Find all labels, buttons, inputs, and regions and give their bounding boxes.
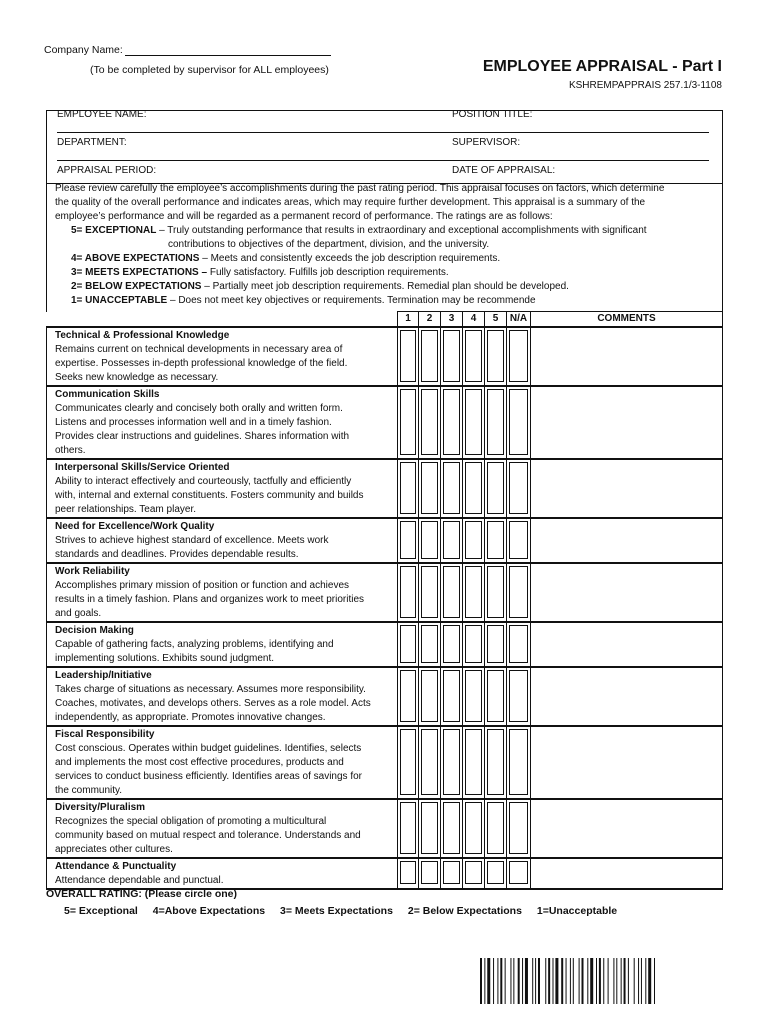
rating-checkbox-cell[interactable] bbox=[463, 563, 485, 622]
barcode-bar bbox=[654, 958, 655, 1004]
rating-checkbox-cell[interactable] bbox=[507, 459, 531, 518]
barcode-bar bbox=[566, 958, 567, 1004]
overall-rating-options bbox=[64, 905, 629, 917]
rating-checkbox[interactable] bbox=[509, 729, 528, 795]
barcode-bar bbox=[621, 958, 622, 1004]
overall-option-4[interactable]: 4=Above Expectations bbox=[152, 905, 266, 917]
rating-checkbox[interactable] bbox=[487, 729, 504, 795]
criteria-description-line: Seeks new knowledge as necessary. bbox=[55, 372, 219, 383]
barcode-bar bbox=[548, 958, 550, 1004]
criteria-cell bbox=[47, 459, 398, 518]
rating-checkbox-cell[interactable] bbox=[398, 518, 419, 563]
rating-checkbox-cell[interactable] bbox=[441, 518, 463, 563]
barcode-bar bbox=[513, 958, 514, 1004]
criteria-description-line: Recognizes the special obligation of promoting a multicultural bbox=[55, 816, 327, 827]
rating-checkbox[interactable] bbox=[509, 861, 528, 884]
rating-checkbox-cell[interactable] bbox=[463, 459, 485, 518]
criteria-title: Attendance & Punctuality bbox=[55, 861, 177, 872]
header-rating-1: 1 bbox=[398, 312, 419, 328]
rating-checkbox-cell[interactable] bbox=[398, 386, 419, 459]
criteria-title: Decision Making bbox=[55, 625, 134, 636]
rating-checkbox-cell[interactable] bbox=[419, 518, 441, 563]
rating-checkbox-cell[interactable] bbox=[463, 327, 485, 386]
criteria-description-line: and implements the most cost effective procedures, products and bbox=[55, 757, 344, 768]
rating-checkbox-cell[interactable] bbox=[485, 858, 507, 889]
criteria-cell bbox=[47, 726, 398, 799]
rating-checkbox[interactable] bbox=[487, 670, 504, 722]
criteria-title: Communication Skills bbox=[55, 389, 160, 400]
barcode-bar bbox=[493, 958, 494, 1004]
overall-option-1[interactable]: 1=Unacceptable bbox=[536, 905, 618, 917]
rating-checkbox-cell[interactable] bbox=[485, 799, 507, 858]
rating-checkbox[interactable] bbox=[421, 625, 438, 663]
rating-checkbox[interactable] bbox=[400, 625, 416, 663]
barcode-image bbox=[480, 958, 722, 1004]
rating-checkbox[interactable] bbox=[509, 625, 528, 663]
criteria-description-line: the community. bbox=[55, 785, 123, 796]
rating-checkbox[interactable] bbox=[465, 802, 482, 854]
barcode-bar bbox=[582, 958, 584, 1004]
comments-cell[interactable] bbox=[531, 327, 723, 386]
comments-cell[interactable] bbox=[531, 563, 723, 622]
barcode-bar bbox=[535, 958, 536, 1004]
position-title-field[interactable]: POSITION TITLE: bbox=[452, 109, 533, 120]
header-rating-5: 5 bbox=[485, 312, 507, 328]
rating-checkbox[interactable] bbox=[487, 521, 504, 559]
overall-option-3[interactable]: 3= Meets Expectations bbox=[280, 905, 393, 917]
criteria-cell bbox=[47, 518, 398, 563]
rating-checkbox[interactable] bbox=[400, 802, 416, 854]
rating-checkbox[interactable] bbox=[465, 330, 482, 382]
rating-checkbox[interactable] bbox=[443, 670, 460, 722]
rating-checkbox-cell[interactable] bbox=[419, 622, 441, 667]
rating-checkbox-cell[interactable] bbox=[441, 327, 463, 386]
comments-cell[interactable] bbox=[531, 726, 723, 799]
criteria-description-line: results in a timely fashion. Plans and organizes work to meet priorities bbox=[55, 594, 365, 605]
instructions-line: Please review carefully the employee’s accomplishments during the past rating period. This appraisal focuses on factors, which determine bbox=[55, 183, 665, 194]
appraisal-period-field[interactable]: APPRAISAL PERIOD: bbox=[57, 165, 157, 176]
barcode-bar bbox=[480, 958, 482, 1004]
barcode-bar bbox=[638, 958, 639, 1004]
rating-checkbox-cell[interactable] bbox=[398, 858, 419, 889]
criteria-description-line: Accomplishes primary mission of position or function and achieves bbox=[55, 580, 350, 591]
barcode-bar bbox=[587, 958, 588, 1004]
table-row bbox=[47, 667, 723, 726]
rating-checkbox-cell[interactable] bbox=[419, 799, 441, 858]
supervisor-field[interactable]: SUPERVISOR: bbox=[452, 137, 521, 148]
barcode-bar bbox=[570, 958, 571, 1004]
barcode-bar bbox=[573, 958, 574, 1004]
company-name-line[interactable] bbox=[125, 45, 331, 56]
rating-checkbox-cell[interactable] bbox=[441, 459, 463, 518]
rating-checkbox-cell[interactable] bbox=[441, 726, 463, 799]
rating-checkbox[interactable] bbox=[487, 625, 504, 663]
table-row bbox=[47, 726, 723, 799]
completion-note: (To be completed by supervisor for ALL employees) bbox=[90, 64, 329, 76]
barcode-bar bbox=[487, 958, 490, 1004]
table-header-row bbox=[47, 312, 723, 328]
rating-checkbox[interactable] bbox=[421, 861, 438, 884]
rating-checkbox-cell[interactable] bbox=[507, 726, 531, 799]
header-rating-4: 4 bbox=[463, 312, 485, 328]
barcode-bar bbox=[538, 958, 540, 1004]
barcode-bar bbox=[599, 958, 601, 1004]
criteria-cell bbox=[47, 327, 398, 386]
rating-checkbox[interactable] bbox=[443, 330, 460, 382]
comments-cell[interactable] bbox=[531, 858, 723, 889]
criteria-cell bbox=[47, 858, 398, 889]
criteria-description-line: peer relationships. Team player. bbox=[55, 504, 197, 515]
barcode-bar bbox=[590, 958, 593, 1004]
rating-checkbox[interactable] bbox=[487, 861, 504, 884]
rating-checkbox[interactable] bbox=[443, 625, 460, 663]
table-row bbox=[47, 622, 723, 667]
rating-checkbox[interactable] bbox=[465, 670, 482, 722]
criteria-description-line: Takes charge of situations as necessary. Assumes more responsibility. bbox=[55, 684, 366, 695]
criteria-description-line: Attendance dependable and punctual. bbox=[55, 875, 224, 886]
company-name-field[interactable] bbox=[44, 44, 331, 56]
criteria-title: Technical & Professional Knowledge bbox=[55, 330, 230, 341]
rating-checkbox-cell[interactable] bbox=[485, 459, 507, 518]
rating-definition-3: 3= MEETS EXPECTATIONS – Fully satisfactory. Fulfills job description requirements. bbox=[71, 267, 449, 278]
rating-checkbox-cell[interactable] bbox=[485, 667, 507, 726]
header-blank bbox=[47, 312, 398, 328]
rating-checkbox[interactable] bbox=[443, 861, 460, 884]
rating-checkbox[interactable] bbox=[443, 462, 460, 514]
criteria-title: Fiscal Responsibility bbox=[55, 729, 155, 740]
rating-checkbox[interactable] bbox=[400, 861, 416, 884]
barcode-bar bbox=[608, 958, 609, 1004]
criteria-title: Diversity/Pluralism bbox=[55, 802, 146, 813]
department-field[interactable]: DEPARTMENT: bbox=[57, 137, 127, 148]
rating-checkbox-cell[interactable] bbox=[398, 459, 419, 518]
barcode-bar bbox=[624, 958, 626, 1004]
rating-checkbox-cell[interactable] bbox=[419, 386, 441, 459]
rating-checkbox-cell[interactable] bbox=[463, 518, 485, 563]
barcode-bar bbox=[553, 958, 554, 1004]
rating-checkbox[interactable] bbox=[400, 729, 416, 795]
barcode-bar bbox=[561, 958, 563, 1004]
criteria-description-line: Remains current on technical developments in necessary area of bbox=[55, 344, 343, 355]
header-rating-na: N/A bbox=[507, 312, 531, 328]
rating-checkbox-cell[interactable] bbox=[485, 518, 507, 563]
barcode-bar bbox=[484, 958, 485, 1004]
overall-option-5[interactable]: 5= Exceptional bbox=[64, 905, 138, 917]
rating-checkbox[interactable] bbox=[400, 389, 416, 455]
rating-checkbox-cell[interactable] bbox=[419, 858, 441, 889]
rating-definition-2: 2= BELOW EXPECTATIONS – Partially meet job description requirements. Remedial plan should be developed. bbox=[71, 281, 569, 292]
rating-checkbox-cell[interactable] bbox=[507, 667, 531, 726]
barcode-bar bbox=[518, 958, 520, 1004]
rating-checkbox[interactable] bbox=[487, 566, 504, 618]
rating-checkbox-cell[interactable] bbox=[507, 799, 531, 858]
rating-checkbox[interactable] bbox=[400, 670, 416, 722]
employee-name-field[interactable]: EMPLOYEE NAME: bbox=[57, 109, 147, 120]
barcode-bar bbox=[628, 958, 629, 1004]
rating-checkbox-cell[interactable] bbox=[398, 799, 419, 858]
criteria-description-line: others. bbox=[55, 445, 86, 456]
criteria-description-line: Cost conscious. Operates within budget guidelines. Identifies, selects bbox=[55, 743, 362, 754]
criteria-description-line: standards and deadlines. Provides dependable results. bbox=[55, 549, 299, 560]
rating-checkbox[interactable] bbox=[421, 462, 438, 514]
table-row bbox=[47, 563, 723, 622]
rating-checkbox-cell[interactable] bbox=[441, 622, 463, 667]
criteria-description-line: independently, as appropriate. Promotes innovative changes. bbox=[55, 712, 326, 723]
barcode-bar bbox=[545, 958, 546, 1004]
barcode-bar bbox=[497, 958, 498, 1004]
rating-checkbox[interactable] bbox=[465, 389, 482, 455]
rating-checkbox-cell[interactable] bbox=[441, 563, 463, 622]
overall-option-2[interactable]: 2= Below Expectations bbox=[407, 905, 522, 917]
rating-checkbox-cell[interactable] bbox=[441, 386, 463, 459]
criteria-description-line: implementing solutions. Exhibits sound judgment. bbox=[55, 653, 275, 664]
rating-checkbox[interactable] bbox=[421, 729, 438, 795]
rating-checkbox[interactable] bbox=[421, 670, 438, 722]
barcode-bar bbox=[641, 958, 642, 1004]
rating-checkbox[interactable] bbox=[509, 566, 528, 618]
rating-checkbox-cell[interactable] bbox=[419, 563, 441, 622]
rating-checkbox-cell[interactable] bbox=[485, 622, 507, 667]
rating-checkbox[interactable] bbox=[443, 729, 460, 795]
barcode-bar bbox=[616, 958, 617, 1004]
comments-cell[interactable] bbox=[531, 459, 723, 518]
rating-checkbox-cell[interactable] bbox=[441, 667, 463, 726]
header-comments: COMMENTS bbox=[531, 312, 723, 328]
company-name-label: Company Name: bbox=[44, 44, 123, 56]
comments-cell[interactable] bbox=[531, 799, 723, 858]
rating-checkbox[interactable] bbox=[421, 521, 438, 559]
instructions-box bbox=[46, 183, 723, 312]
rating-checkbox-cell[interactable] bbox=[441, 799, 463, 858]
rating-checkbox[interactable] bbox=[443, 521, 460, 559]
rating-checkbox[interactable] bbox=[509, 802, 528, 854]
rating-checkbox-cell[interactable] bbox=[507, 622, 531, 667]
rating-definition-4: 4= ABOVE EXPECTATIONS – Meets and consistently exceeds the job description requirements. bbox=[71, 253, 501, 264]
rating-checkbox[interactable] bbox=[487, 802, 504, 854]
rating-definition-5-cont: contributions to objectives of the department, division, and the university. bbox=[168, 239, 490, 250]
barcode-bar bbox=[613, 958, 614, 1004]
comments-cell[interactable] bbox=[531, 386, 723, 459]
rating-checkbox[interactable] bbox=[443, 566, 460, 618]
rating-checkbox-cell[interactable] bbox=[441, 858, 463, 889]
rating-checkbox-cell[interactable] bbox=[507, 386, 531, 459]
employee-info-box bbox=[46, 110, 723, 184]
appraisal-table bbox=[46, 311, 723, 890]
criteria-description-line: Capable of gathering facts, analyzing problems, identifying and bbox=[55, 639, 334, 650]
rating-definition-5: 5= EXCEPTIONAL – Truly outstanding performance that results in extraordinary and exceptional accomplishments with significant bbox=[71, 225, 647, 236]
criteria-cell bbox=[47, 799, 398, 858]
criteria-cell bbox=[47, 563, 398, 622]
form-code: KSHREMPAPPRAIS 257.1/3-1108 bbox=[568, 80, 722, 91]
table-row bbox=[47, 459, 723, 518]
barcode-bar bbox=[579, 958, 580, 1004]
divider bbox=[57, 132, 709, 133]
rating-checkbox[interactable] bbox=[487, 389, 504, 455]
barcode-bar bbox=[532, 958, 533, 1004]
table-row bbox=[47, 858, 723, 889]
rating-checkbox-cell[interactable] bbox=[398, 563, 419, 622]
rating-checkbox-cell[interactable] bbox=[398, 726, 419, 799]
table-row bbox=[47, 386, 723, 459]
criteria-cell bbox=[47, 622, 398, 667]
rating-checkbox[interactable] bbox=[509, 462, 528, 514]
criteria-cell bbox=[47, 667, 398, 726]
rating-checkbox-cell[interactable] bbox=[463, 667, 485, 726]
rating-checkbox-cell[interactable] bbox=[398, 622, 419, 667]
rating-checkbox[interactable] bbox=[400, 462, 416, 514]
rating-checkbox[interactable] bbox=[421, 330, 438, 382]
rating-checkbox-cell[interactable] bbox=[419, 726, 441, 799]
barcode-bar bbox=[505, 958, 506, 1004]
rating-checkbox[interactable] bbox=[509, 330, 528, 382]
divider bbox=[57, 160, 709, 161]
rating-checkbox[interactable] bbox=[465, 625, 482, 663]
table-row bbox=[47, 327, 723, 386]
barcode-bar bbox=[596, 958, 597, 1004]
comments-cell[interactable] bbox=[531, 667, 723, 726]
rating-checkbox-cell[interactable] bbox=[463, 858, 485, 889]
rating-checkbox[interactable] bbox=[400, 330, 416, 382]
criteria-description-line: community based on mutual respect and tolerance. Understands and bbox=[55, 830, 361, 841]
rating-checkbox[interactable] bbox=[509, 389, 528, 455]
rating-checkbox-cell[interactable] bbox=[463, 799, 485, 858]
rating-checkbox[interactable] bbox=[509, 521, 528, 559]
rating-checkbox[interactable] bbox=[443, 802, 460, 854]
barcode-bar bbox=[603, 958, 604, 1004]
rating-checkbox-cell[interactable] bbox=[463, 726, 485, 799]
criteria-description-line: Listens and processes information well and in a timely fashion. bbox=[55, 417, 332, 428]
criteria-description-line: with, internal and external constituents. Fosters community and builds bbox=[55, 490, 364, 501]
rating-checkbox-cell[interactable] bbox=[485, 327, 507, 386]
rating-checkbox[interactable] bbox=[465, 521, 482, 559]
rating-checkbox[interactable] bbox=[421, 566, 438, 618]
rating-checkbox[interactable] bbox=[465, 566, 482, 618]
criteria-title: Interpersonal Skills/Service Oriented bbox=[55, 462, 230, 473]
criteria-description-line: and goals. bbox=[55, 608, 102, 619]
criteria-title: Work Reliability bbox=[55, 566, 130, 577]
criteria-cell bbox=[47, 386, 398, 459]
rating-checkbox-cell[interactable] bbox=[507, 563, 531, 622]
rating-checkbox[interactable] bbox=[421, 802, 438, 854]
criteria-title: Leadership/Initiative bbox=[55, 670, 152, 681]
rating-checkbox[interactable] bbox=[465, 861, 482, 884]
comments-cell[interactable] bbox=[531, 622, 723, 667]
barcode-bar bbox=[525, 958, 528, 1004]
barcode-bar bbox=[500, 958, 502, 1004]
instructions-line: the quality of the overall performance and indicates areas, which may require further development. This appraisal is a summary of the bbox=[55, 197, 646, 208]
barcode-bar bbox=[648, 958, 651, 1004]
barcode-bar bbox=[555, 958, 558, 1004]
rating-checkbox[interactable] bbox=[465, 729, 482, 795]
rating-checkbox[interactable] bbox=[487, 462, 504, 514]
criteria-description-line: expertise. Possesses in-depth professional knowledge of the field. bbox=[55, 358, 348, 369]
rating-checkbox-cell[interactable] bbox=[398, 327, 419, 386]
barcode-bar bbox=[522, 958, 523, 1004]
rating-checkbox-cell[interactable] bbox=[419, 667, 441, 726]
overall-rating-label: OVERALL RATING: (Please circle one) bbox=[46, 888, 237, 900]
rating-checkbox-cell[interactable] bbox=[463, 386, 485, 459]
rating-checkbox[interactable] bbox=[421, 389, 438, 455]
date-of-appraisal-field[interactable]: DATE OF APPRAISAL: bbox=[452, 165, 556, 176]
table-row bbox=[47, 518, 723, 563]
rating-checkbox-cell[interactable] bbox=[507, 518, 531, 563]
barcode-bar bbox=[510, 958, 511, 1004]
criteria-description-line: Provides clear instructions and guidelines. Shares information with bbox=[55, 431, 350, 442]
header-rating-3: 3 bbox=[441, 312, 463, 328]
rating-checkbox-cell[interactable] bbox=[485, 386, 507, 459]
rating-checkbox[interactable] bbox=[400, 566, 416, 618]
rating-checkbox-cell[interactable] bbox=[485, 726, 507, 799]
instructions-line: employee’s performance and will be regarded as a permanent record of performance. The ratings are as follows: bbox=[55, 211, 553, 222]
criteria-description-line: Ability to interact effectively and courteously, tactfully and efficiently bbox=[55, 476, 352, 487]
rating-checkbox-cell[interactable] bbox=[485, 563, 507, 622]
table-row bbox=[47, 799, 723, 858]
rating-checkbox[interactable] bbox=[465, 462, 482, 514]
page-title: EMPLOYEE APPRAISAL - Part I bbox=[482, 58, 722, 75]
criteria-description-line: appreciates other cultures. bbox=[55, 844, 173, 855]
barcode-bar bbox=[634, 958, 635, 1004]
criteria-title: Need for Excellence/Work Quality bbox=[55, 521, 215, 532]
rating-checkbox[interactable] bbox=[487, 330, 504, 382]
header-rating-2: 2 bbox=[419, 312, 441, 328]
rating-definition-1: 1= UNACCEPTABLE – Does not meet key objectives or requirements. Termination may be recommende bbox=[71, 295, 536, 306]
rating-checkbox-cell[interactable] bbox=[463, 622, 485, 667]
barcode-bar bbox=[645, 958, 646, 1004]
criteria-description-line: Communicates clearly and concisely both orally and written form. bbox=[55, 403, 343, 414]
rating-checkbox[interactable] bbox=[400, 521, 416, 559]
rating-checkbox-cell[interactable] bbox=[507, 858, 531, 889]
rating-checkbox-cell[interactable] bbox=[419, 459, 441, 518]
criteria-description-line: Strives to achieve highest standard of excellence. Meets work bbox=[55, 535, 329, 546]
criteria-description-line: services to conduct business efficiently. Identifies areas of savings for bbox=[55, 771, 363, 782]
rating-checkbox[interactable] bbox=[443, 389, 460, 455]
rating-checkbox[interactable] bbox=[509, 670, 528, 722]
comments-cell[interactable] bbox=[531, 518, 723, 563]
criteria-description-line: Coaches, motivates, and develops others. Serves as a role model. Acts bbox=[55, 698, 371, 709]
rating-checkbox-cell[interactable] bbox=[398, 667, 419, 726]
rating-checkbox-cell[interactable] bbox=[507, 327, 531, 386]
rating-checkbox-cell[interactable] bbox=[419, 327, 441, 386]
